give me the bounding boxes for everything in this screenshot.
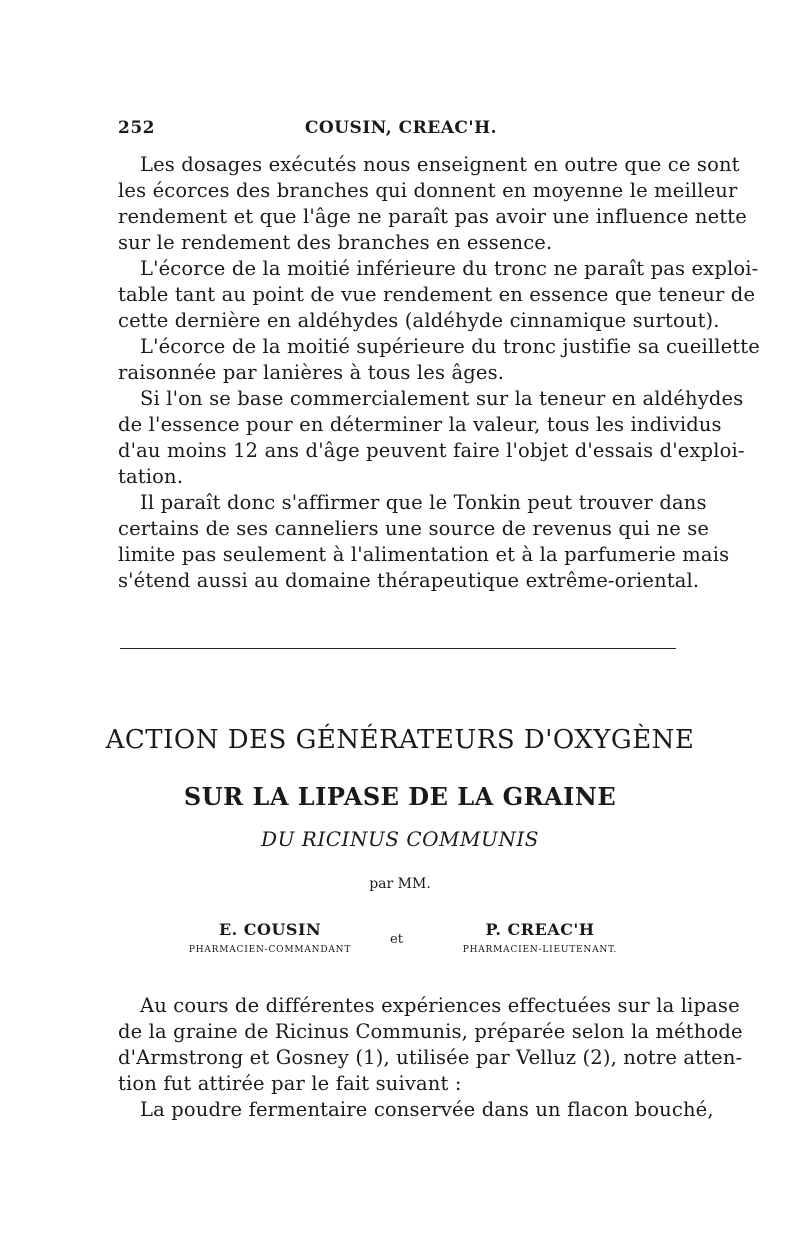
paragraph [118, 993, 743, 1097]
text-line: limite pas seulement à l'alimentation et à la parfumerie mais [118, 543, 730, 566]
section-conclusions [118, 152, 760, 594]
running-title: COUSIN, CREAC'H. [304, 118, 498, 138]
author-name: E. COUSIN [218, 920, 322, 939]
paragraph [118, 256, 759, 334]
text-line: Il paraît donc s'affirmer que le Tonkin peut trouver dans [140, 491, 707, 514]
text-line: de la graine de Ricinus Communis, préparée selon la méthode [118, 1020, 743, 1043]
text-line: de l'essence pour en déterminer la valeur, tous les individus [118, 413, 722, 436]
section-divider [120, 648, 676, 649]
page-number: 252 [118, 118, 155, 138]
text-line: d'au moins 12 ans d'âge peuvent faire l'objet d'essais d'exploi- [118, 439, 745, 462]
text-line: rendement et que l'âge ne paraît pas avoir une influence nette [118, 205, 747, 228]
text-line: certains de ses canneliers une source de revenus qui ne se [118, 517, 710, 540]
text-line: cette dernière en aldéhydes (aldéhyde cinnamique surtout). [118, 309, 720, 332]
author-role: PHARMACIEN-COMMANDANT [188, 945, 352, 955]
running-head [118, 118, 684, 144]
author-name: P. CREAC'H [485, 920, 595, 939]
text-line: La poudre fermentaire conservée dans un flacon bouché, [140, 1098, 714, 1121]
text-line: Si l'on se base commercialement sur la teneur en aldéhydes [140, 387, 744, 410]
article-title-line-2: SUR LA LIPASE DE LA GRAINE [183, 782, 617, 811]
author-2 [440, 920, 640, 955]
article-body [118, 993, 743, 1123]
text-line: table tant au point de vue rendement en essence que teneur de [118, 283, 756, 306]
text-line: tation. [118, 465, 184, 488]
article-title-line-1: ACTION DES GÉNÉRATEURS D'OXYGÈNE [105, 725, 695, 755]
author-role: PHARMACIEN-LIEUTENANT. [462, 945, 618, 955]
text-line: Les dosages exécutés nous enseignent en outre que ce sont [140, 153, 740, 176]
paragraph [118, 334, 760, 386]
text-line: sur le rendement des branches en essence. [118, 231, 553, 254]
paragraph [118, 1097, 714, 1123]
author-conjunction: et [390, 932, 403, 947]
text-line: Au cours de différentes expériences effectuées sur la lipase [140, 994, 740, 1017]
paragraph [118, 490, 730, 594]
byline: par MM. [369, 876, 431, 892]
text-line: les écorces des branches qui donnent en moyenne le meilleur [118, 179, 738, 202]
text-line: d'Armstrong et Gosney (1), utilisée par Velluz (2), notre atten- [118, 1046, 743, 1069]
text-line: s'étend aussi au domaine thérapeutique extrême-oriental. [118, 569, 700, 592]
text-line: tion fut attirée par le fait suivant : [118, 1072, 462, 1095]
text-line: raisonnée par lanières à tous les âges. [118, 361, 505, 384]
paragraph [118, 386, 745, 490]
paragraph [118, 152, 747, 256]
text-line: L'écorce de la moitié inférieure du tronc ne paraît pas exploi- [140, 257, 759, 280]
article-title-line-3: DU RICINUS COMMUNIS [261, 827, 539, 851]
text-line: L'écorce de la moitié supérieure du tronc justifie sa cueillette [140, 335, 760, 358]
author-1 [170, 920, 370, 955]
